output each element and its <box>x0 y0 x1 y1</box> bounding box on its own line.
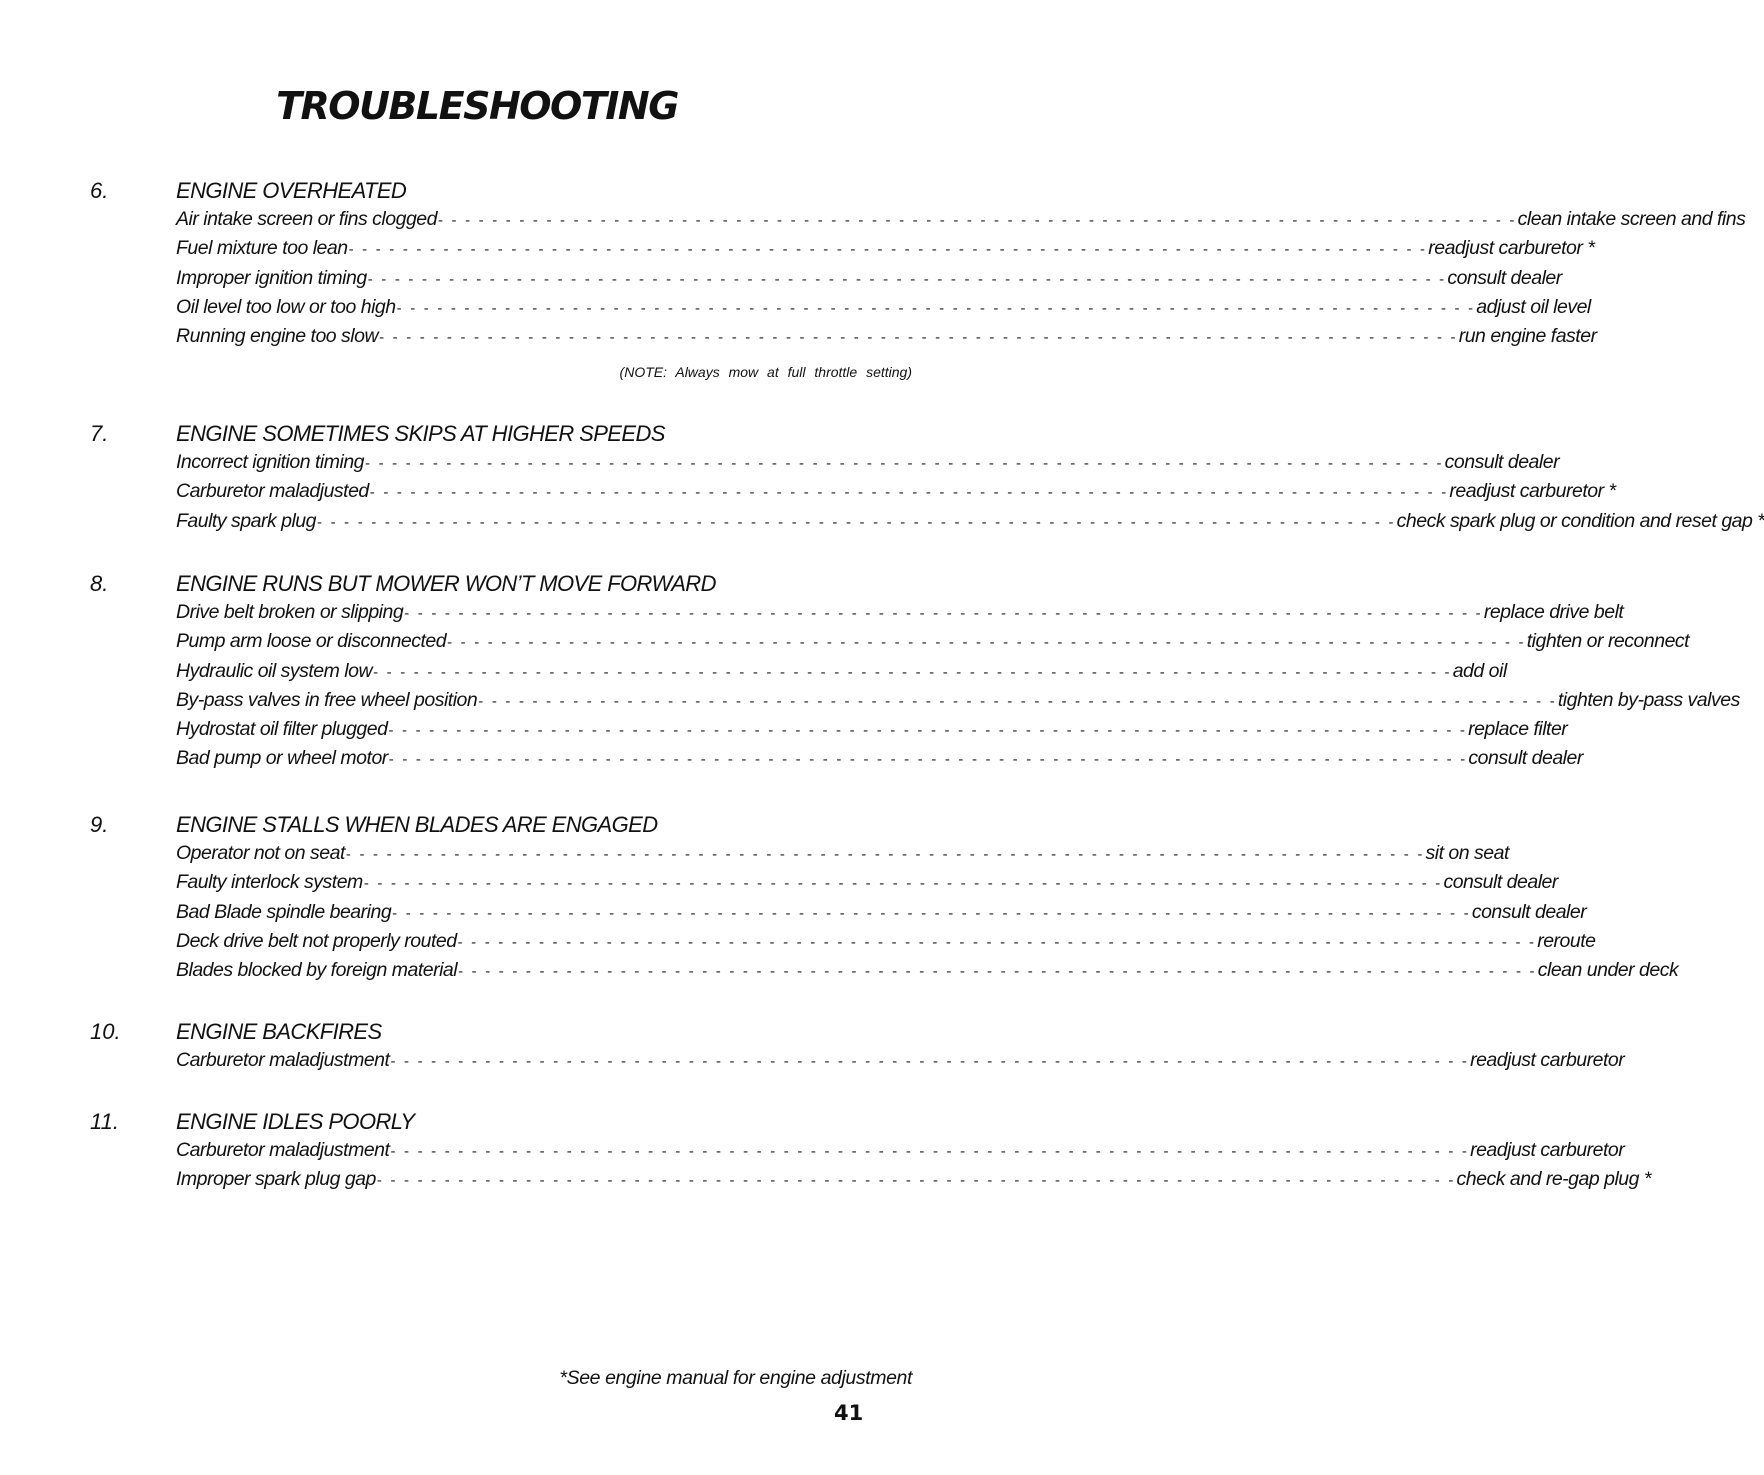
dash-leader: - - - - - - - - - - - - - - - - - - - - - - - - - - - - - - - - - - - - - - - - - - - - - - - - - - - - - - - - - - - - - - - - - - - - - - - - - - - - - - - - <box>379 329 1458 347</box>
dash-leader: - - - - - - - - - - - - - - - - - - - - - - - - - - - - - - - - - - - - - - - - - - - - - - - - - - - - - - - - - - - - - - - - - - - - - - - - - - - - - - - - <box>388 751 1468 769</box>
cause-text: Pump arm loose or disconnected <box>176 630 447 653</box>
cause-remedy-list <box>176 1139 1651 1198</box>
page-title: TROUBLESHOOTING <box>276 84 678 128</box>
remedy-text: readjust carburetor * <box>1428 237 1595 260</box>
footnote: *See engine manual for engine adjustment <box>559 1367 912 1389</box>
remedy-text: readjust carburetor <box>1470 1049 1625 1071</box>
list-item <box>176 509 1764 539</box>
remedy-text: tighten or reconnect <box>1526 630 1690 653</box>
cause-text: Deck drive belt not properly routed <box>176 929 457 952</box>
dash-leader: - - - - - - - - - - - - - - - - - - - - - - - - - - - - - - - - - - - - - - - - - - - - - - - - - - - - - - - - - - - - - - - - - - - - - - - - - - - - - - - - <box>376 1172 1456 1190</box>
cause-text: By-pass valves in free wheel position <box>176 688 478 711</box>
list-item <box>176 266 1562 296</box>
list-item <box>176 295 1591 325</box>
list-item <box>176 659 1507 689</box>
dash-leader: - - - - - - - - - - - - - - - - - - - - - - - - - - - - - - - - - - - - - - - - - - - - - - - - - - - - - - - - - - - - - - - - - - - - - - - - - - - - - - - - <box>390 1053 1470 1070</box>
section-number: 7. <box>90 421 109 446</box>
list-item <box>176 208 1746 237</box>
cause-text: Faulty interlock system <box>176 871 363 894</box>
cause-text: Running engine too slow <box>176 325 379 348</box>
list-item <box>176 842 1509 871</box>
remedy-text: check spark plug or condition and reset gap * <box>1396 509 1764 532</box>
cause-text: Carburetor maladjustment <box>176 1139 390 1161</box>
section-title: ENGINE IDLES POORLY <box>176 1109 415 1134</box>
dash-leader: - - - - - - - - - - - - - - - - - - - - - - - - - - - - - - - - - - - - - - - - - - - - - - - - - - - - - - - - - - - - - - - - - - - - - - - - - - - - - - - - <box>404 605 1483 622</box>
list-item <box>176 747 1583 776</box>
section-note: (NOTE: Always mow at full throttle setting) <box>619 364 912 380</box>
remedy-text: consult dealer <box>1444 451 1560 473</box>
list-item <box>176 630 1690 659</box>
cause-text: Improper spark plug gap <box>176 1168 376 1191</box>
section-title: ENGINE STALLS WHEN BLADES ARE ENGAGED <box>176 812 658 837</box>
cause-text: Blades blocked by foreign material <box>176 959 458 982</box>
list-item <box>176 688 1740 718</box>
remedy-text: readjust carburetor <box>1470 1139 1625 1161</box>
dash-leader: - - - - - - - - - - - - - - - - - - - - - - - - - - - - - - - - - - - - - - - - - - - - - - - - - - - - - - - - - - - - - - - - - - - - - - - - - - - - - - - - <box>317 513 1396 531</box>
remedy-text: readjust carburetor * <box>1449 480 1616 503</box>
remedy-text: run engine faster <box>1458 325 1597 348</box>
list-item <box>176 1168 1651 1197</box>
remedy-text: sit on seat <box>1425 842 1509 864</box>
cause-text: Drive belt broken or slipping <box>176 601 404 623</box>
section-number: 10. <box>90 1019 121 1044</box>
list-item <box>176 601 1624 630</box>
remedy-text: replace drive belt <box>1483 601 1624 623</box>
remedy-text: clean intake screen and fins <box>1517 208 1746 230</box>
dash-leader: - - - - - - - - - - - - - - - - - - - - - - - - - - - - - - - - - - - - - - - - - - - - - - - - - - - - - - - - - - - - - - - - - - - - - - - - - - - - - - - - <box>447 634 1526 652</box>
cause-remedy-list <box>176 208 1746 354</box>
cause-text: Hydrostat oil filter plugged <box>176 718 388 741</box>
dash-leader: - - - - - - - - - - - - - - - - - - - - - - - - - - - - - - - - - - - - - - - - - - - - - - - - - - - - - - - - - - - - - - - - - - - - - - - - - - - - - - - - <box>373 663 1452 681</box>
cause-text: Carburetor maladjustment <box>176 1049 390 1071</box>
dash-leader: - - - - - - - - - - - - - - - - - - - - - - - - - - - - - - - - - - - - - - - - - - - - - - - - - - - - - - - - - - - - - - - - - - - - - - - - - - - - - - - - <box>369 484 1449 502</box>
cause-remedy-list <box>176 1049 1625 1078</box>
list-item <box>176 871 1558 900</box>
cause-text: Hydraulic oil system low <box>176 659 373 682</box>
section-number: 11. <box>90 1109 119 1134</box>
list-item <box>176 480 1616 509</box>
remedy-text: add oil <box>1452 659 1507 682</box>
page-number: 41 <box>834 1401 864 1425</box>
dash-leader: - - - - - - - - - - - - - - - - - - - - - - - - - - - - - - - - - - - - - - - - - - - - - - - - - - - - - - - - - - - - - - - - - - - - - - - - - - - - - - - - <box>345 846 1425 863</box>
dash-leader: - - - - - - - - - - - - - - - - - - - - - - - - - - - - - - - - - - - - - - - - - - - - - - - - - - - - - - - - - - - - - - - - - - - - - - - - - - - - - - - - <box>390 1143 1470 1160</box>
remedy-text: check and re-gap plug * <box>1456 1168 1651 1191</box>
section-number: 9. <box>90 812 109 837</box>
section-title: ENGINE OVERHEATED <box>176 178 407 203</box>
section-number: 6. <box>90 178 109 203</box>
cause-text: Bad Blade spindle bearing <box>176 900 392 923</box>
dash-leader: - - - - - - - - - - - - - - - - - - - - - - - - - - - - - - - - - - - - - - - - - - - - - - - - - - - - - - - - - - - - - - - - - - - - - - - - - - - - - - - - <box>363 875 1443 893</box>
section-title: ENGINE SOMETIMES SKIPS AT HIGHER SPEEDS <box>176 421 665 446</box>
list-item <box>176 325 1597 354</box>
list-item <box>176 718 1568 747</box>
dash-leader: - - - - - - - - - - - - - - - - - - - - - - - - - - - - - - - - - - - - - - - - - - - - - - - - - - - - - - - - - - - - - - - - - - - - - - - - - - - - - - - - <box>348 241 1428 259</box>
cause-remedy-list <box>176 601 1740 777</box>
list-item <box>176 959 1679 988</box>
remedy-text: tighten by-pass valves <box>1557 688 1740 711</box>
cause-remedy-list <box>176 451 1764 539</box>
cause-text: Bad pump or wheel motor <box>176 747 388 770</box>
cause-text: Oil level too low or too high <box>176 295 396 318</box>
cause-text: Fuel mixture too lean <box>176 237 348 260</box>
remedy-text: consult dealer <box>1468 747 1583 770</box>
list-item <box>176 929 1596 959</box>
dash-leader: - - - - - - - - - - - - - - - - - - - - - - - - - - - - - - - - - - - - - - - - - - - - - - - - - - - - - - - - - - - - - - - - - - - - - - - - - - - - - - - - <box>458 963 1537 981</box>
list-item <box>176 1139 1625 1168</box>
section-title: ENGINE RUNS BUT MOWER WON’T MOVE FORWARD <box>176 571 716 596</box>
cause-text: Improper ignition timing <box>176 266 367 289</box>
dash-leader: - - - - - - - - - - - - - - - - - - - - - - - - - - - - - - - - - - - - - - - - - - - - - - - - - - - - - - - - - - - - - - - - - - - - - - - - - - - - - - - - <box>388 722 1468 740</box>
remedy-text: consult dealer <box>1447 266 1562 289</box>
cause-text: Faulty spark plug <box>176 509 316 532</box>
dash-leader: - - - - - - - - - - - - - - - - - - - - - - - - - - - - - - - - - - - - - - - - - - - - - - - - - - - - - - - - - - - - - - - - - - - - - - - - - - - - - - - - <box>396 299 1476 317</box>
section-number: 8. <box>90 571 109 596</box>
dash-leader: - - - - - - - - - - - - - - - - - - - - - - - - - - - - - - - - - - - - - - - - - - - - - - - - - - - - - - - - - - - - - - - - - - - - - - - - - - - - - - - - <box>437 212 1517 229</box>
cause-remedy-list <box>176 842 1679 988</box>
dash-leader: - - - - - - - - - - - - - - - - - - - - - - - - - - - - - - - - - - - - - - - - - - - - - - - - - - - - - - - - - - - - - - - - - - - - - - - - - - - - - - - - <box>365 455 1444 472</box>
remedy-text: reroute <box>1537 929 1596 952</box>
section-title: ENGINE BACKFIRES <box>176 1019 382 1044</box>
remedy-text: consult dealer <box>1471 900 1587 923</box>
cause-text: Air intake screen or fins clogged <box>176 208 437 230</box>
list-item <box>176 900 1587 930</box>
cause-text: Incorrect ignition timing <box>176 451 365 473</box>
dash-leader: - - - - - - - - - - - - - - - - - - - - - - - - - - - - - - - - - - - - - - - - - - - - - - - - - - - - - - - - - - - - - - - - - - - - - - - - - - - - - - - - <box>367 270 1447 288</box>
remedy-text: clean under deck <box>1537 959 1679 982</box>
dash-leader: - - - - - - - - - - - - - - - - - - - - - - - - - - - - - - - - - - - - - - - - - - - - - - - - - - - - - - - - - - - - - - - - - - - - - - - - - - - - - - - - <box>392 904 1471 922</box>
list-item <box>176 237 1595 266</box>
remedy-text: adjust oil level <box>1476 295 1591 318</box>
remedy-text: replace filter <box>1468 718 1568 741</box>
dash-leader: - - - - - - - - - - - - - - - - - - - - - - - - - - - - - - - - - - - - - - - - - - - - - - - - - - - - - - - - - - - - - - - - - - - - - - - - - - - - - - - - <box>478 692 1557 710</box>
remedy-text: consult dealer <box>1443 871 1558 894</box>
cause-text: Carburetor maladjusted <box>176 480 369 503</box>
list-item <box>176 1049 1625 1078</box>
dash-leader: - - - - - - - - - - - - - - - - - - - - - - - - - - - - - - - - - - - - - - - - - - - - - - - - - - - - - - - - - - - - - - - - - - - - - - - - - - - - - - - - <box>457 933 1537 951</box>
cause-text: Operator not on seat <box>176 842 345 864</box>
list-item <box>176 451 1560 480</box>
